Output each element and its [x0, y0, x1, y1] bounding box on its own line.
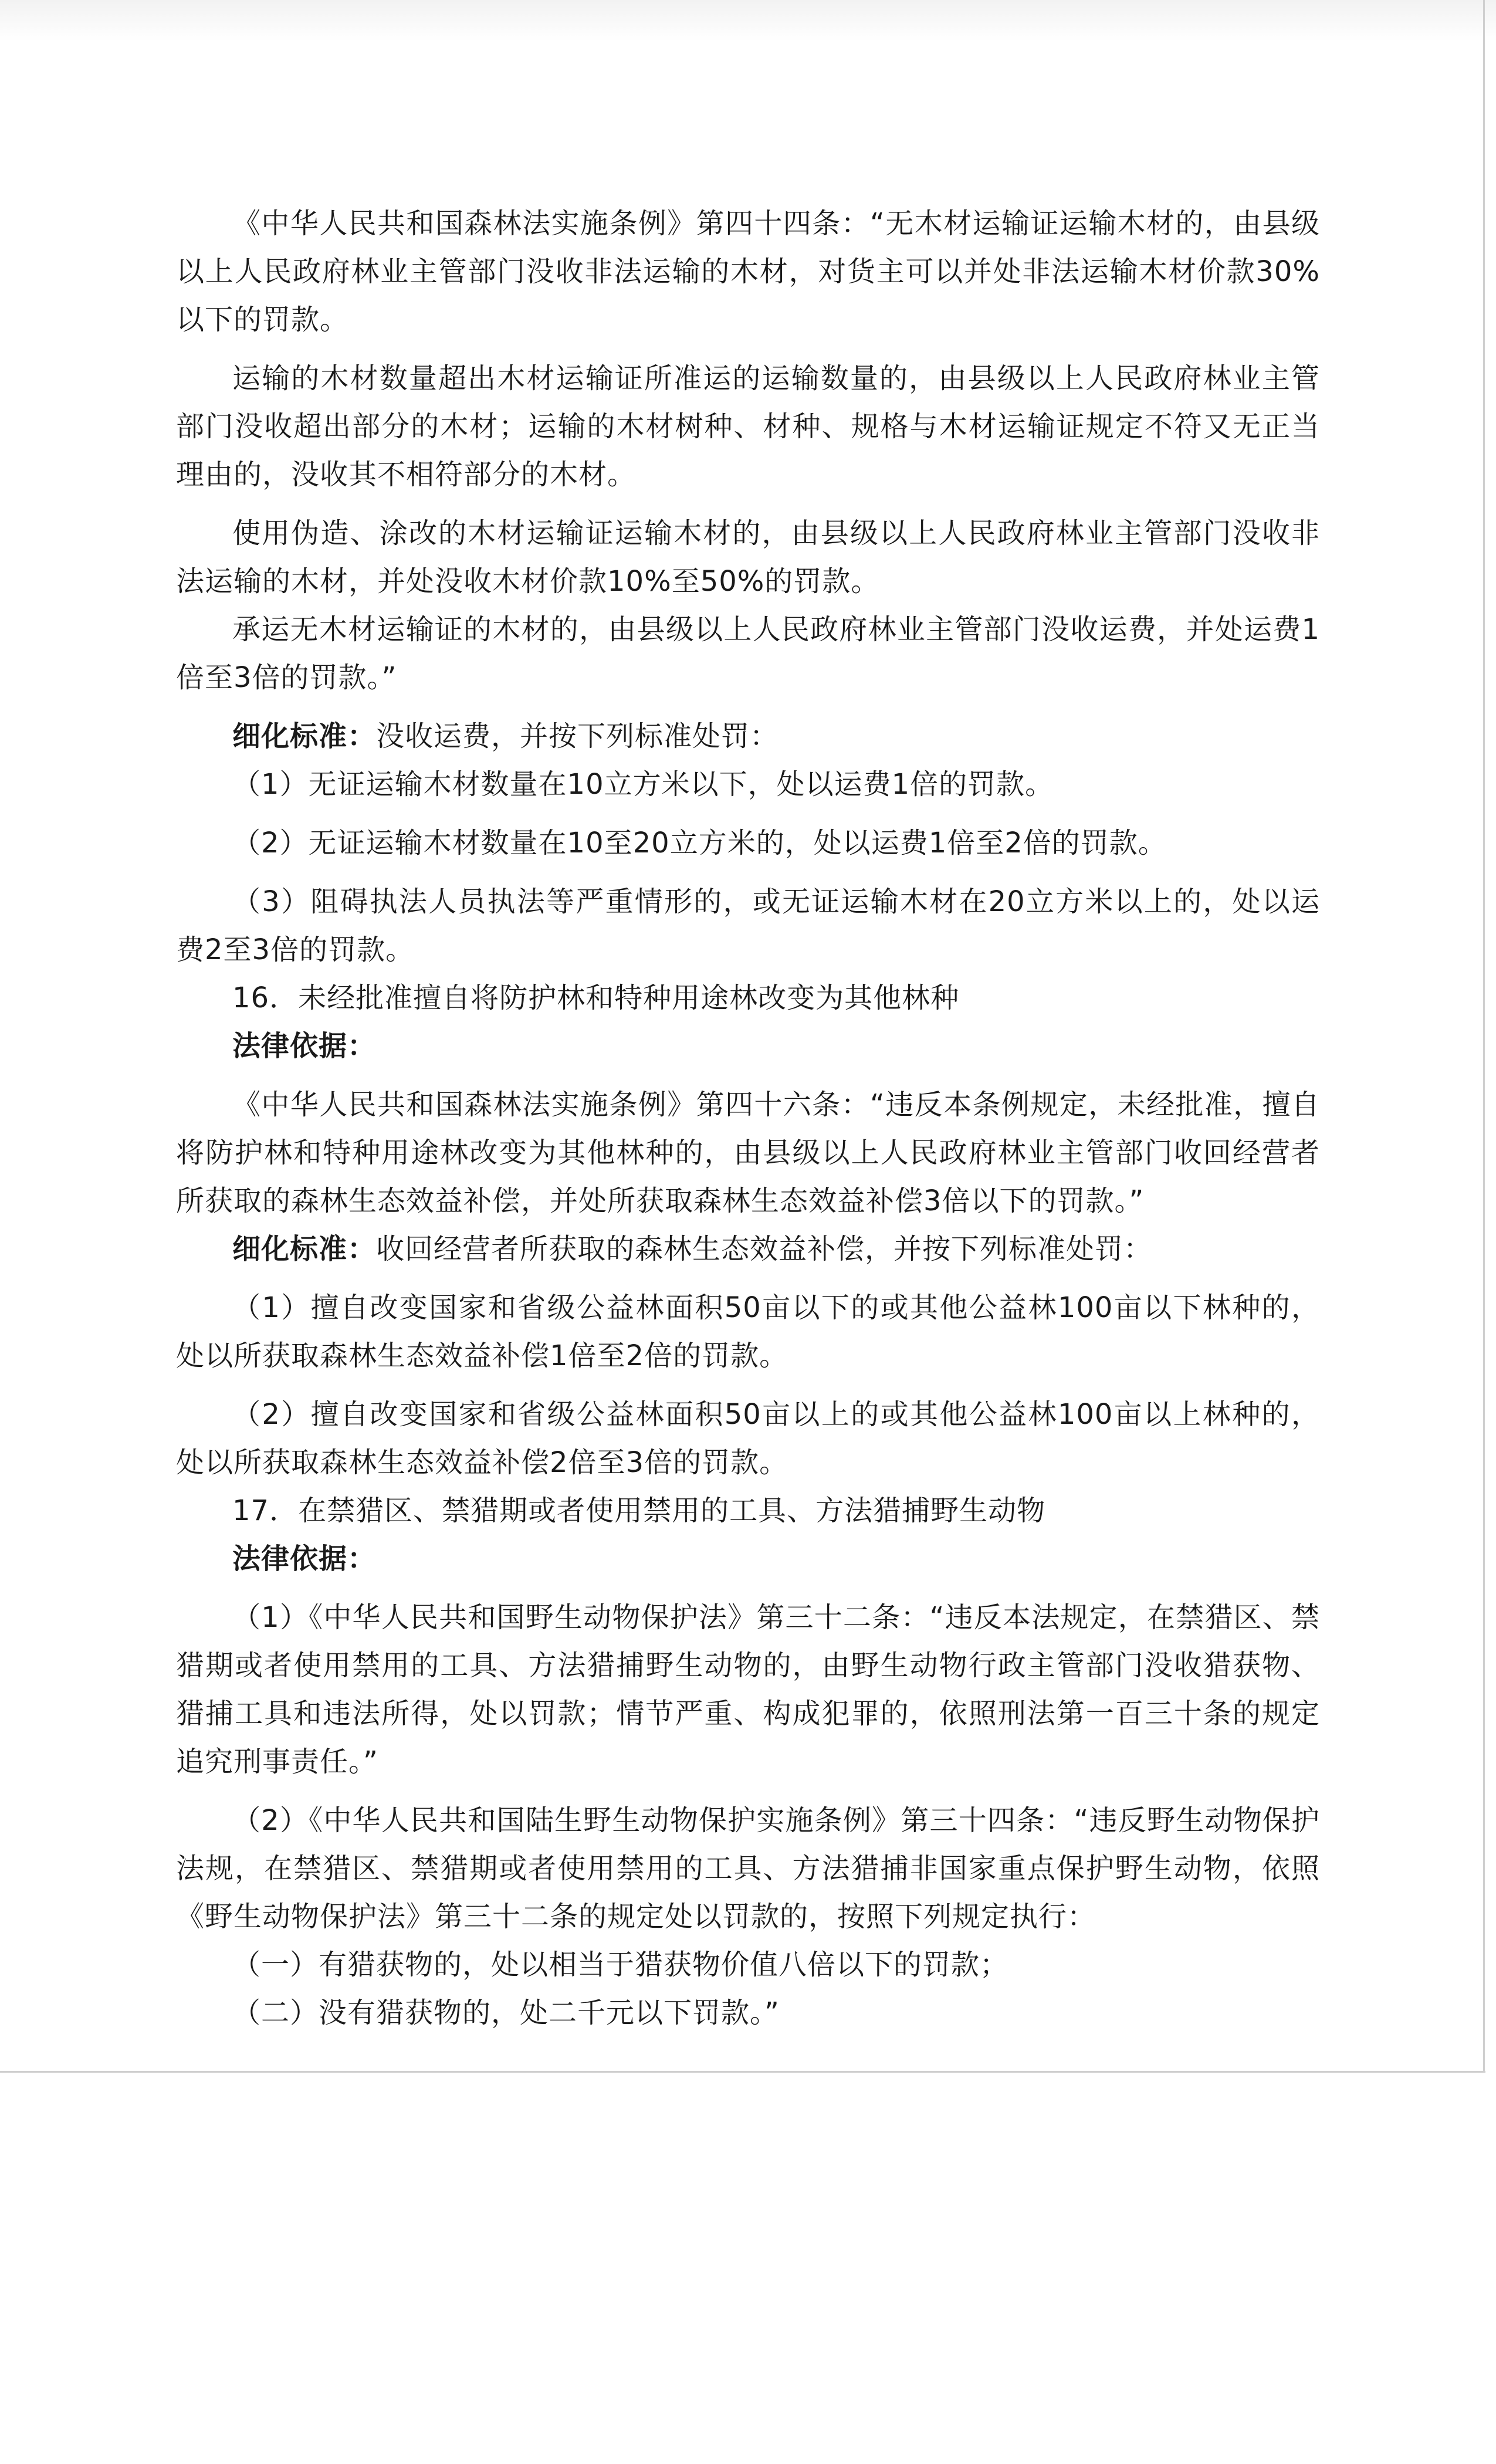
section-heading-17: 17．在禁猎区、禁猎期或者使用禁用的工具、方法猎捕野生动物 — [232, 1494, 1046, 1527]
list-item-1: （1）无证运输木材数量在10立方米以下，处以运费1倍的罚款。 — [232, 768, 1054, 801]
detailed-standard-label: 细化标准： — [232, 720, 377, 753]
detailed-standard-label: 细化标准： — [232, 1233, 377, 1265]
list-item-2: （2）无证运输木材数量在10至20立方米的，处以运费1倍至2倍的罚款。 — [232, 827, 1167, 859]
list-item-with-catch: （一）有猎获物的，处以相当于猎获物价值八倍以下的罚款； — [232, 1948, 1009, 1981]
scan-edge-right — [1483, 0, 1485, 2071]
legal-basis-heading: 法律依据： — [232, 1542, 377, 1575]
paragraph-wildlife-law-32: （1）《中华人民共和国野生动物保护法》第三十二条：“违反本法规定，在禁猎区、禁猎期或者使用禁用的工具、方法猎捕野生动物的，由野生动物行政主管部门没收猎获物、猎捕工具和违法所得，处以罚款；情节严重、构成犯罪的，依照刑法第一百三十条的规定追究刑事责任。” — [176, 1601, 1320, 1778]
legal-basis-heading: 法律依据： — [232, 1030, 377, 1062]
scan-edge-bottom — [0, 2071, 1485, 2073]
list-item-without-catch: （二）没有猎获物的，处二千元以下罚款。” — [232, 1996, 780, 2029]
paragraph-forged-permit: 使用伪造、涂改的木材运输证运输木材的，由县级以上人民政府林业主管部门没收非法运输的木材，并处没收木材价款10%至50%的罚款。 — [176, 517, 1320, 598]
document-body — [176, 199, 1320, 2037]
detailed-standard-text: 没收运费，并按下列标准处罚： — [376, 720, 779, 753]
list-item-1: （1）擅自改变国家和省级公益林面积50亩以下的或其他公益林100亩以下林种的，处以所获取森林生态效益补偿1倍至2倍的罚款。 — [176, 1291, 1320, 1372]
paragraph-detailed-standard-2 — [176, 1225, 1320, 1273]
list-item-2: （2）擅自改变国家和省级公益林面积50亩以上的或其他公益林100亩以上林种的，处以所获取森林生态效益补偿2倍至3倍的罚款。 — [176, 1398, 1320, 1479]
paragraph-detailed-standard-1 — [176, 712, 1320, 760]
paragraph-carrier: 承运无木材运输证的木材的，由县级以上人民政府林业主管部门没收运费，并处运费1倍至3倍的罚款。” — [176, 613, 1320, 694]
paragraph-excess-quantity: 运输的木材数量超出木材运输证所准运的运输数量的，由县级以上人民政府林业主管部门没收超出部分的木材；运输的木材树种、材种、规格与木材运输证规定不符又无正当理由的，没收其不相符部分的木材。 — [176, 362, 1320, 491]
paragraph-article-46: 《中华人民共和国森林法实施条例》第四十六条：“违反本条例规定，未经批准，擅自将防护林和特种用途林改变为其他林种的，由县级以上人民政府林业主管部门收回经营者所获取的森林生态效益补偿，并处所获取森林生态效益补偿3倍以下的罚款。” — [176, 1088, 1320, 1217]
detailed-standard-text: 收回经营者所获取的森林生态效益补偿，并按下列标准处罚： — [376, 1233, 1153, 1265]
section-heading-16: 16．未经批准擅自将防护林和特种用途林改变为其他林种 — [232, 981, 960, 1014]
paragraph-terrestrial-wildlife-34: （2）《中华人民共和国陆生野生动物保护实施条例》第三十四条：“违反野生动物保护法规，在禁猎区、禁猎期或者使用禁用的工具、方法猎捕非国家重点保护野生动物，依照《野生动物保护法》第三十二条的规定处以罚款的，按照下列规定执行： — [176, 1804, 1320, 1933]
paragraph-article-44: 《中华人民共和国森林法实施条例》第四十四条：“无木材运输证运输木材的，由县级以上人民政府林业主管部门没收非法运输的木材，对货主可以并处非法运输木材价款30%以下的罚款。 — [176, 207, 1320, 336]
scan-shadow-top — [0, 0, 1496, 41]
list-item-3: （3）阻碍执法人员执法等严重情形的，或无证运输木材在20立方米以上的，处以运费2至3倍的罚款。 — [176, 885, 1320, 966]
